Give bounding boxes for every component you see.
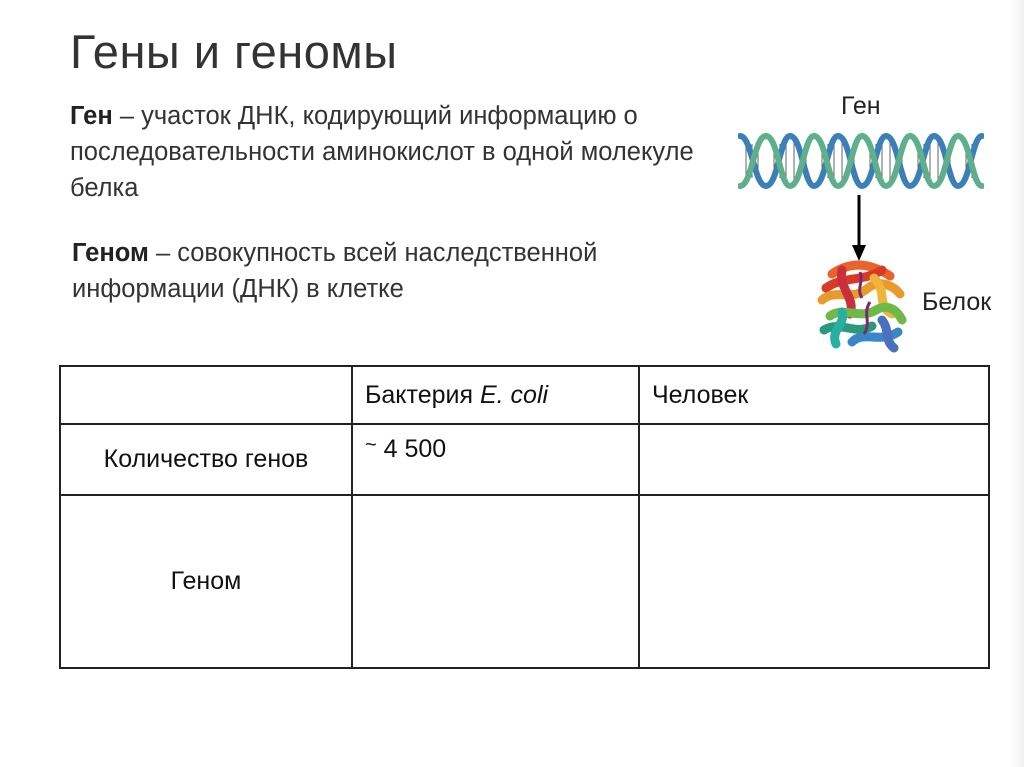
genome-definition-text: – совокупность всей наследственной информации (ДНК) в клетке <box>72 239 598 303</box>
dna-double-helix-icon <box>738 128 984 194</box>
genome-definition <box>72 235 722 307</box>
gene-definition <box>70 98 730 206</box>
protein-structure-icon <box>812 258 910 354</box>
genome-term: Геном <box>72 239 149 267</box>
cell-bacteria-genome <box>352 495 639 668</box>
table-header-row <box>60 366 989 424</box>
approx-sign: ~ <box>365 434 377 456</box>
arrow-down-icon <box>849 195 869 263</box>
gene-label: Ген <box>841 92 881 120</box>
table-row <box>60 424 989 495</box>
bacteria-species-name: E. coli <box>479 380 549 409</box>
bacteria-header-text: Бактерия <box>365 380 480 409</box>
cell-bacteria-gene-count <box>352 424 639 495</box>
cell-human-genome <box>639 495 989 668</box>
row-label-gene-count: Количество генов <box>60 424 352 495</box>
cell-human-gene-count <box>639 424 989 495</box>
genome-comparison-table <box>59 365 990 669</box>
slide-edge <box>1010 0 1024 767</box>
gene-term: Ген <box>70 102 113 130</box>
gene-definition-text: – участок ДНК, кодирующий информацию о последовательности аминокислот в одной молекуле белка <box>70 102 694 202</box>
table-header-human: Человек <box>639 366 989 424</box>
table-header-empty <box>60 366 352 424</box>
table-header-bacteria <box>352 366 639 424</box>
protein-label: Белок <box>922 288 992 316</box>
row-label-genome: Геном <box>60 495 352 668</box>
page-title: Гены и геномы <box>70 25 398 78</box>
table-row <box>60 495 989 668</box>
gene-count-value: 4 500 <box>376 435 447 463</box>
